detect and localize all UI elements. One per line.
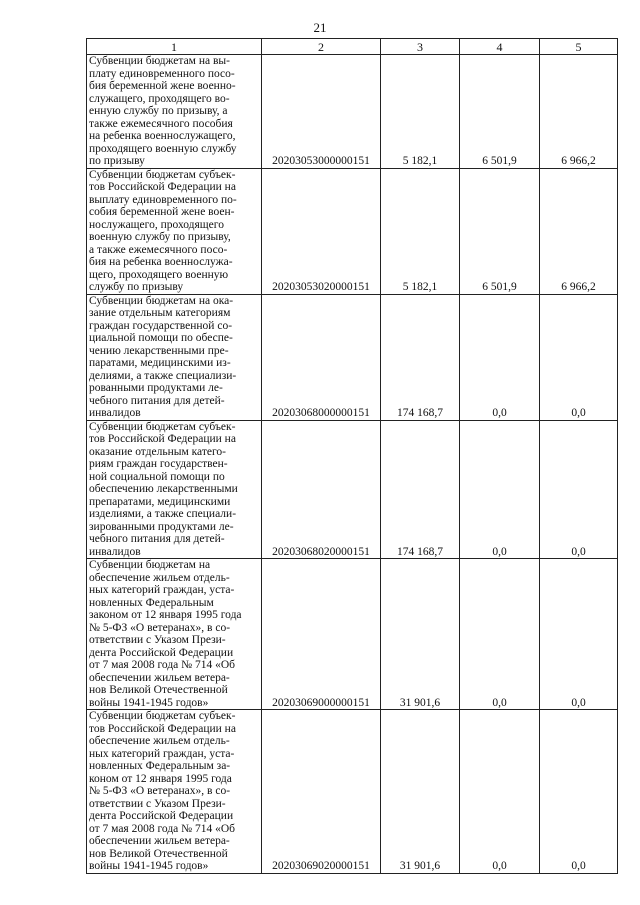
- description-line: Субвенции бюджетам субъек-: [89, 420, 236, 433]
- description-line: тов Российской Федерации на: [89, 433, 236, 445]
- description-line: службу по призыву: [89, 281, 184, 293]
- value-col-3: 31 901,6: [381, 710, 460, 874]
- description-line: войны 1941-1945 годов»: [89, 860, 209, 872]
- table-row: [87, 168, 618, 294]
- description-line: Субвенции бюджетам на: [89, 559, 211, 571]
- value-col-5: 6 966,2: [540, 55, 618, 169]
- budget-code: 20203053020000151: [262, 168, 381, 294]
- description-line: от 7 мая 2008 года № 714 «Об: [89, 822, 236, 835]
- description-line: ных категорий граждан, уста-: [89, 747, 235, 760]
- description-line: Субвенции бюджетам субъек-: [89, 710, 236, 722]
- row-description: [87, 420, 262, 559]
- description-line: законом от 12 января 1995 года: [89, 609, 242, 621]
- description-line: нов Великой Отечественной: [89, 847, 228, 860]
- description-line: енную службу по призыву, а: [89, 105, 228, 117]
- description-line: изделиями, а также специали-: [89, 508, 237, 520]
- description-line: дента Российской Федерации: [89, 810, 234, 822]
- description-line: нов Великой Отечественной: [89, 684, 228, 696]
- value-col-5: 0,0: [540, 559, 618, 710]
- description-line: тов Российской Федерации на: [89, 181, 236, 193]
- description-line: по призыву: [89, 155, 145, 167]
- description-line: тов Российской Федерации на: [89, 722, 236, 735]
- value-col-4: 6 501,9: [460, 168, 540, 294]
- budget-table: [86, 38, 618, 874]
- description-line: циальной помощи по обеспе-: [89, 332, 233, 344]
- column-header-1: 1: [87, 39, 262, 55]
- description-line: обеспечении жильем ветера-: [89, 835, 230, 847]
- description-line: нослужащего, проходящего: [89, 218, 224, 231]
- description-line: обеспечению лекарственными: [89, 483, 238, 495]
- value-col-4: 0,0: [460, 710, 540, 874]
- value-col-3: 31 901,6: [381, 559, 460, 710]
- description-line: чению лекарственными пре-: [89, 344, 229, 357]
- value-col-4: 0,0: [460, 559, 540, 710]
- row-description: [87, 710, 262, 874]
- description-line: риям граждан государствен-: [89, 458, 228, 470]
- table-row: [87, 294, 618, 420]
- value-col-3: 5 182,1: [381, 168, 460, 294]
- description-line: препаратами, медицинскими: [89, 495, 231, 508]
- description-line: на ребенка военнослужащего,: [89, 130, 236, 142]
- description-line: также ежемесячного пособия: [89, 117, 233, 130]
- value-col-5: 0,0: [540, 294, 618, 420]
- description-line: собия беременной жене воен-: [89, 206, 235, 218]
- value-col-5: 0,0: [540, 420, 618, 559]
- value-col-3: 5 182,1: [381, 55, 460, 169]
- description-line: обеспечении жильем ветера-: [89, 671, 230, 684]
- header-row: [87, 39, 618, 55]
- table-row: [87, 559, 618, 710]
- description-line: дента Российской Федерации: [89, 646, 234, 659]
- row-description: [87, 168, 262, 294]
- description-line: ответствии с Указом Прези-: [89, 634, 226, 646]
- description-line: чебного питания для детей-: [89, 533, 225, 545]
- value-col-5: 0,0: [540, 710, 618, 874]
- description-line: щего, проходящего военную: [89, 268, 229, 281]
- description-line: № 5-ФЗ «О ветеранах», в со-: [89, 621, 231, 634]
- description-line: инвалидов: [89, 545, 141, 558]
- description-line: зированными продуктами ле-: [89, 520, 234, 533]
- description-line: обеспечение жильем отдель-: [89, 571, 230, 584]
- row-description: [87, 55, 262, 169]
- description-line: проходящего военную службу: [89, 142, 237, 155]
- budget-code: 20203068020000151: [262, 420, 381, 559]
- budget-code: 20203068000000151: [262, 294, 381, 420]
- description-line: ных категорий граждан, уста-: [89, 584, 235, 596]
- table-row: [87, 55, 618, 169]
- description-line: военную службу по призыву,: [89, 231, 231, 243]
- budget-code: 20203053000000151: [262, 55, 381, 169]
- description-line: бия на ребенка военнослужа-: [89, 256, 233, 268]
- description-line: коном от 12 января 1995 года: [89, 772, 232, 785]
- description-line: Субвенции бюджетам субъек-: [89, 168, 236, 181]
- description-line: Субвенции бюджетам на вы-: [89, 55, 230, 67]
- table-row: [87, 420, 618, 559]
- description-line: служащего, проходящего во-: [89, 92, 230, 105]
- description-line: войны 1941-1945 годов»: [89, 696, 209, 709]
- value-col-4: 6 501,9: [460, 55, 540, 169]
- page-number: 21: [313, 20, 327, 35]
- description-line: бия беременной жене военно-: [89, 80, 236, 92]
- description-line: от 7 мая 2008 года № 714 «Об: [89, 659, 236, 671]
- column-header-4: 4: [460, 39, 540, 55]
- value-col-4: 0,0: [460, 294, 540, 420]
- row-description: [87, 559, 262, 710]
- column-header-3: 3: [381, 39, 460, 55]
- description-line: плату единовременного посо-: [89, 67, 235, 80]
- value-col-3: 174 168,7: [381, 294, 460, 420]
- value-col-4: 0,0: [460, 420, 540, 559]
- budget-code: 20203069020000151: [262, 710, 381, 874]
- description-line: а также ежемесячного посо-: [89, 243, 228, 256]
- description-line: обеспечение жильем отдель-: [89, 735, 230, 747]
- table-row: [87, 710, 618, 874]
- description-line: новленных Федеральным за-: [89, 760, 231, 772]
- description-line: выплату единовременного по-: [89, 193, 237, 206]
- description-line: оказание отдельным катего-: [89, 445, 227, 458]
- description-line: рованными продуктами ле-: [89, 382, 223, 394]
- description-line: новленных Федеральным: [89, 596, 214, 609]
- value-col-5: 6 966,2: [540, 168, 618, 294]
- description-line: граждан государственной со-: [89, 319, 233, 332]
- description-line: ответствии с Указом Прези-: [89, 797, 226, 810]
- description-line: делиями, а также специализи-: [89, 369, 237, 382]
- budget-code: 20203069000000151: [262, 559, 381, 710]
- value-col-3: 174 168,7: [381, 420, 460, 559]
- description-line: паратами, медицинскими из-: [89, 357, 231, 369]
- description-line: ной социальной помощи по: [89, 470, 225, 483]
- column-header-2: 2: [262, 39, 381, 55]
- description-line: инвалидов: [89, 407, 141, 419]
- description-line: № 5-ФЗ «О ветеранах», в со-: [89, 785, 231, 797]
- row-description: [87, 294, 262, 420]
- column-header-5: 5: [540, 39, 618, 55]
- description-line: Субвенции бюджетам на ока-: [89, 294, 234, 307]
- description-line: зание отдельным категориям: [89, 307, 231, 319]
- description-line: чебного питания для детей-: [89, 394, 225, 407]
